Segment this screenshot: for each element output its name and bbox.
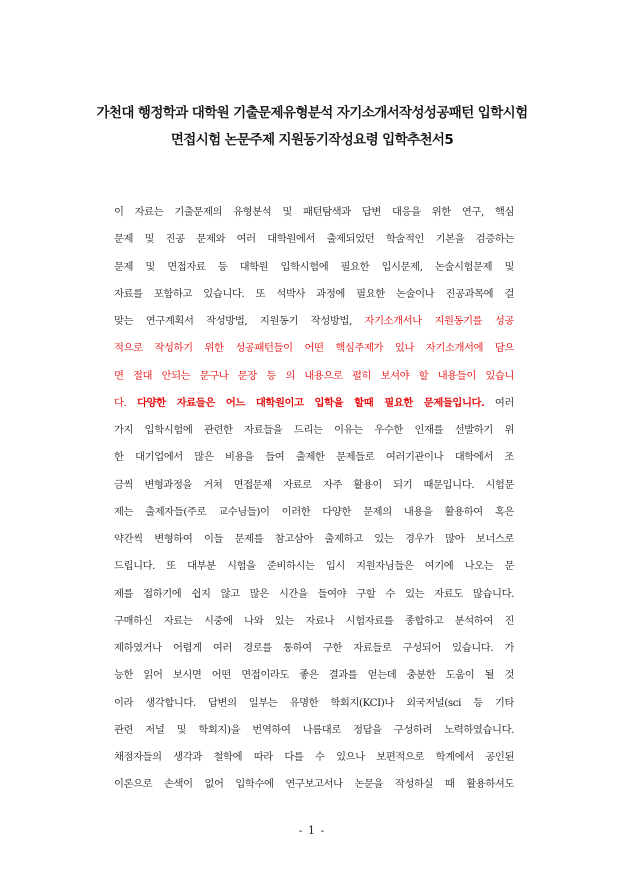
body-line xyxy=(114,254,514,281)
highlighted-text-segment: 다. xyxy=(114,396,138,409)
body-text-segment: 가지 입학시험에 관련한 자료들을 드리는 이유는 우수한 인재를 선발하기 위 xyxy=(114,424,514,436)
page-number: - 1 - xyxy=(298,824,326,837)
body-line xyxy=(114,690,514,717)
body-line xyxy=(114,526,514,553)
body-line xyxy=(114,444,514,471)
body-line xyxy=(114,581,514,608)
body-text-segment: 제를 접하기에 쉽지 않고 많은 시간을 들여야 구할 수 있는 자료도 많습니다. xyxy=(114,587,514,600)
highlighted-text-segment: 면 절대 안되는 문구나 문장 등 의 내용으로 펼히 보셔야 할 내용들이 있습니 xyxy=(114,369,514,382)
body-text-segment: 약간씩 변형하여 이들 문제를 참고삼아 출제하고 있는 경우가 많아 보너스로 xyxy=(114,533,514,545)
body-line xyxy=(114,608,514,635)
body-text-segment: 채점자들의 생각과 철학에 따라 다를 수 있으나 보편적으로 학계에서 공인된 xyxy=(114,751,514,763)
body-line xyxy=(114,335,514,362)
highlighted-text-segment: 자기소개서나 지원동기를 성공 xyxy=(364,315,514,327)
body-line xyxy=(114,771,514,798)
body-line xyxy=(114,281,514,308)
highlighted-text-segment: 적으로 작성하기 위한 성공패턴들이 어떤 핵심주제가 있나 자기소개서에 담으 xyxy=(114,342,514,355)
document-title-line-1: 가천대 행정학과 대학원 기출문제유형분석 자기소개서작성성공패턴 입학시험 xyxy=(96,105,528,121)
body-line xyxy=(114,553,514,580)
body-line xyxy=(114,308,514,335)
body-text-segment: 여러 xyxy=(484,396,514,409)
body-text-segment: 제하였거나 어렵게 여러 경로를 통하여 구한 자료들로 구성되어 있습니다. 가 xyxy=(114,642,514,654)
body-text-segment: 드립니다. 또 대부분 시험을 준비하시는 입시 지원자님들은 여기에 나오는 문 xyxy=(114,560,514,573)
body-text-segment: 이 자료는 기출문제의 유형분석 및 패턴탐색과 답변 대응을 위한 연구, 핵심 xyxy=(114,206,514,218)
body-line xyxy=(114,226,514,253)
body-line xyxy=(114,662,514,689)
body-line xyxy=(114,199,514,226)
body-line xyxy=(114,363,514,390)
body-line xyxy=(114,390,514,417)
body-line xyxy=(114,717,514,744)
body-text-segment: 문제 및 진공 문제와 여러 대학원에서 출제되었던 학술적인 기본을 검증하는 xyxy=(114,233,514,246)
body-text-segment: 제는 출제자들(주로 교수님들)이 이러한 다양한 문제의 내용을 활용하여 혹은 xyxy=(114,505,514,518)
body-text-segment: 이론으로 손색이 없어 입학수에 연구보고서나 논문을 작성하실 때 활용하셔도 xyxy=(114,778,514,791)
body-line xyxy=(114,472,514,499)
body-text-segment: 자료를 포함하고 있습니다. 또 석박사 과정에 필요한 논술이나 진공과목에 걸 xyxy=(114,287,514,300)
document-title-line-2: 면접시험 논문주제 지원동기작성요령 입학추천서5 xyxy=(170,132,454,148)
body-line xyxy=(114,744,514,771)
body-text-segment: 한 대기업에서 많은 비용을 들여 출제한 문제들로 여러기관이나 대학에서 조 xyxy=(114,451,514,464)
body-text-segment: 맞는 연구계획서 작성방법, 지원동기 작성방법, xyxy=(114,315,365,327)
highlighted-text-segment: 다양한 자료들은 어느 대학원이고 입학을 할때 필요한 문제들입니다. xyxy=(137,396,485,409)
document-body xyxy=(114,199,514,799)
body-text-segment: 이라 생각합니다. 답변의 일부는 유명한 학회지(KCI)나 외국저널(sci 등 기타 xyxy=(114,696,514,709)
body-text-segment: 구매하신 자료는 시중에 나와 있는 자료나 시험자료를 종합하고 분석하여 진 xyxy=(114,614,514,627)
body-text-segment: 관련 저널 및 학회지)을 번역하여 나름대로 정답을 구성하려 노력하였습니다. xyxy=(114,723,514,736)
body-line xyxy=(114,635,514,662)
body-line xyxy=(114,499,514,526)
body-line xyxy=(114,417,514,444)
body-text-segment: 금씩 변형과정을 거쳐 면접문제 자료로 자주 활용이 되기 때문입니다. 시험문 xyxy=(114,478,514,491)
body-text-segment: 능한 읽어 보시면 어떤 면접이라도 좋은 결과를 얻는데 충분한 도움이 될 것 xyxy=(114,669,514,682)
body-text-segment: 문제 및 면접자료 등 대학원 입학시험에 필요한 입시문제, 논술시험문제 및 xyxy=(114,260,514,273)
